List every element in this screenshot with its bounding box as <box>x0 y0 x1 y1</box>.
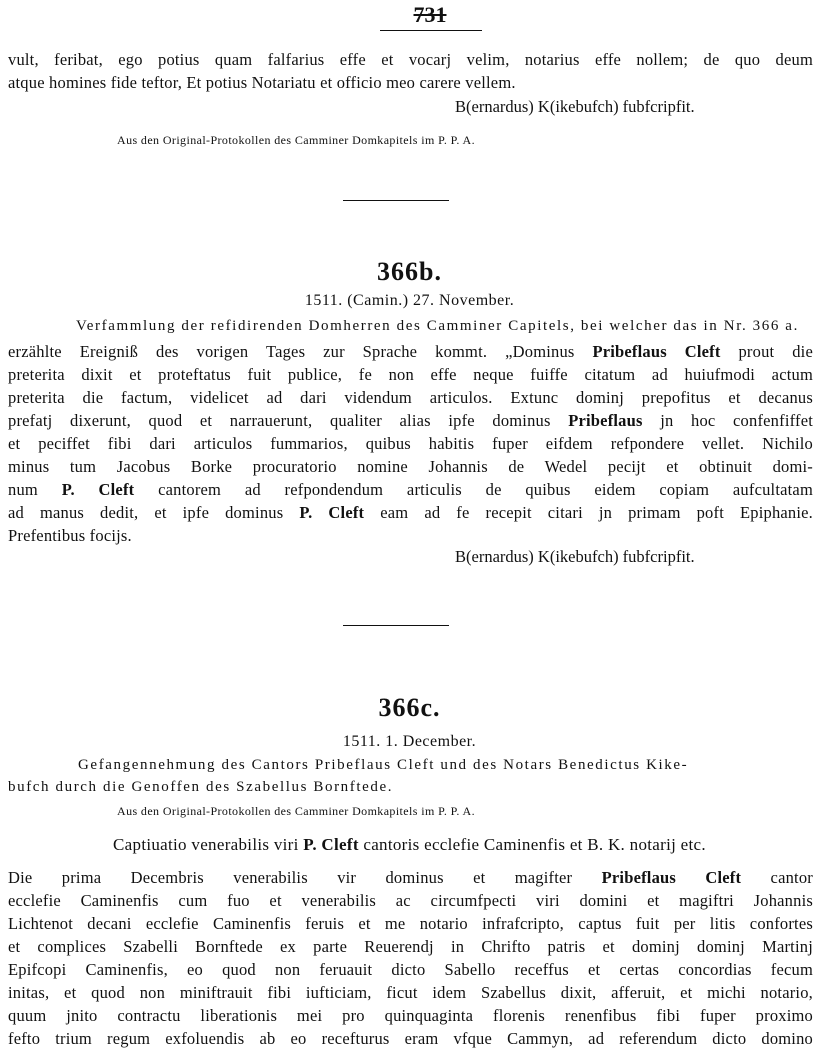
page-number: 731 <box>413 2 447 27</box>
text-segment: cantorem ad refpondendum articulis de quibus eidem copiam aufcultatam <box>134 480 813 499</box>
source-note: Aus den Original-Protokollen des Camminer Domkapitels im P. P. A. <box>117 133 475 147</box>
section-divider <box>343 625 449 626</box>
signature: B(ernardus) K(ikebufch) fubfcripfit. <box>455 547 695 566</box>
person-name: Pribeflaus Cleft <box>601 868 742 887</box>
text-segment: Die prima Decembris venerabilis vir dominus et magifter <box>8 868 602 887</box>
caption-text: cantoris ecclefie Caminenfis et B. K. notarij etc. <box>358 835 706 854</box>
text-line <box>8 889 813 912</box>
text-segment: prout die <box>720 342 813 361</box>
person-name: Pribeflaus Cleft <box>592 342 721 361</box>
text-line: atque homines fide teftor, Et potius Notariatu et officio meo carere vellem. <box>8 73 516 92</box>
text-line <box>8 363 813 386</box>
text-line <box>8 958 813 981</box>
text-line: vult, feribat, ego potius quam falfarius effe et vocarj velim, notarius effe nollem; de quo deum <box>8 50 813 69</box>
text-segment: prefatj dixerunt, quod et narrauerunt, qualiter alias ipfe dominus <box>8 411 569 430</box>
document-date: 1511. 1. December. <box>342 733 477 750</box>
text-segment: preterita die factum, videlicet ad dari videndum articulos. Extunc dominj prepofitus et decanus <box>8 388 813 407</box>
text-line <box>8 981 813 1004</box>
document-caption <box>0 835 819 855</box>
caption-name: P. Cleft <box>303 835 359 854</box>
text-line <box>8 866 813 889</box>
top-continuation-text <box>8 48 813 94</box>
text-segment: Lichtenot decani ecclefie Caminenfis feruis et me notario infrafcripto, captus fuit per litis confortes <box>8 914 813 933</box>
document-body <box>8 340 813 547</box>
text-segment: jn hoc confenfiffet <box>642 411 813 430</box>
text-line <box>8 455 813 478</box>
document-summary: Gefangennehmung des Cantors Pribeflaus Cleft und des Notars Benedictus Kike- <box>78 757 689 773</box>
text-segment: ecclefie Caminenfis cum fuo et venerabilis ac circumfpecti viri domini et magiftri Johannis <box>8 891 813 910</box>
page-number-rule <box>380 30 482 31</box>
text-segment: eam ad fe recepit citari jn primam poft Epiphanie. <box>364 503 813 522</box>
text-line <box>8 524 813 547</box>
text-segment: fefto trium regum exfoluendis ab eo recefturus eram vfque Cammyn, ad referendum dicto domino <box>8 1029 813 1048</box>
text-segment: num <box>8 480 62 499</box>
person-name: P. Cleft <box>61 480 135 499</box>
person-name: P. Cleft <box>299 503 365 522</box>
text-line <box>8 935 813 958</box>
document-date: 1511. (Camin.) 27. November. <box>304 292 515 309</box>
text-line <box>8 1004 813 1027</box>
text-segment: initas, et quod non miniftrauit fibi iufticiam, ficut idem Szabellus dixit, afferuit, et michi notario, <box>8 983 813 1002</box>
text-line <box>8 1027 813 1050</box>
section-divider <box>343 200 449 201</box>
document-summary: Verfammlung der refidirenden Domherren des Camminer Capitels, bei welcher das in Nr. 366 a. <box>76 318 799 334</box>
text-line <box>8 432 813 455</box>
text-line <box>8 912 813 935</box>
text-segment: quum jnito contractu liberationis mei pro quinquaginta florenis renenfibus fibi fuper proximo <box>8 1006 813 1025</box>
text-segment: erzählte Ereigniß des vorigen Tages zur Sprache kommt. „Dominus <box>8 342 593 361</box>
signature: B(ernardus) K(ikebufch) fubfcripfit. <box>455 97 695 116</box>
text-segment: Epifcopi Caminenfis, eo quod non feruauit dicto Sabello receffus et certas concordias fecum <box>8 960 813 979</box>
text-segment: ad manus dedit, et ipfe dominus <box>8 503 300 522</box>
text-segment: cantor <box>741 868 813 887</box>
text-line <box>8 386 813 409</box>
text-line <box>8 478 813 501</box>
text-segment: et complices Szabelli Bornftede ex parte Reuerendj in Chrifto patris et dominj dominj Martinj <box>8 937 813 956</box>
document-body <box>8 866 813 1050</box>
text-segment: minus tum Jacobus Borke procuratorio nomine Johannis de Wedel pecijt et obtinuit domi- <box>8 457 813 476</box>
document-summary: bufch durch die Genoffen des Szabellus Bornftede. <box>8 779 394 795</box>
text-segment: Prefentibus focijs. <box>8 526 132 545</box>
caption-text: Captiuatio venerabilis viri <box>113 835 304 854</box>
text-segment: et peciffet fibi dari articulos fummarios, quibus habitis fuper eifdem refpondere vellet. Nichilo <box>8 434 813 453</box>
text-segment: preterita dixit et proteftatus fuit publice, fe non effe neque fuiffe citatum ad huiufmodi actum <box>8 365 813 384</box>
text-line <box>8 340 813 363</box>
document-heading: 366c. <box>378 693 441 722</box>
document-heading: 366b. <box>377 257 442 286</box>
text-line <box>8 409 813 432</box>
source-note: Aus den Original-Protokollen des Camminer Domkapitels im P. P. A. <box>117 804 475 818</box>
text-line <box>8 501 813 524</box>
person-name: Pribeflaus <box>568 411 643 430</box>
